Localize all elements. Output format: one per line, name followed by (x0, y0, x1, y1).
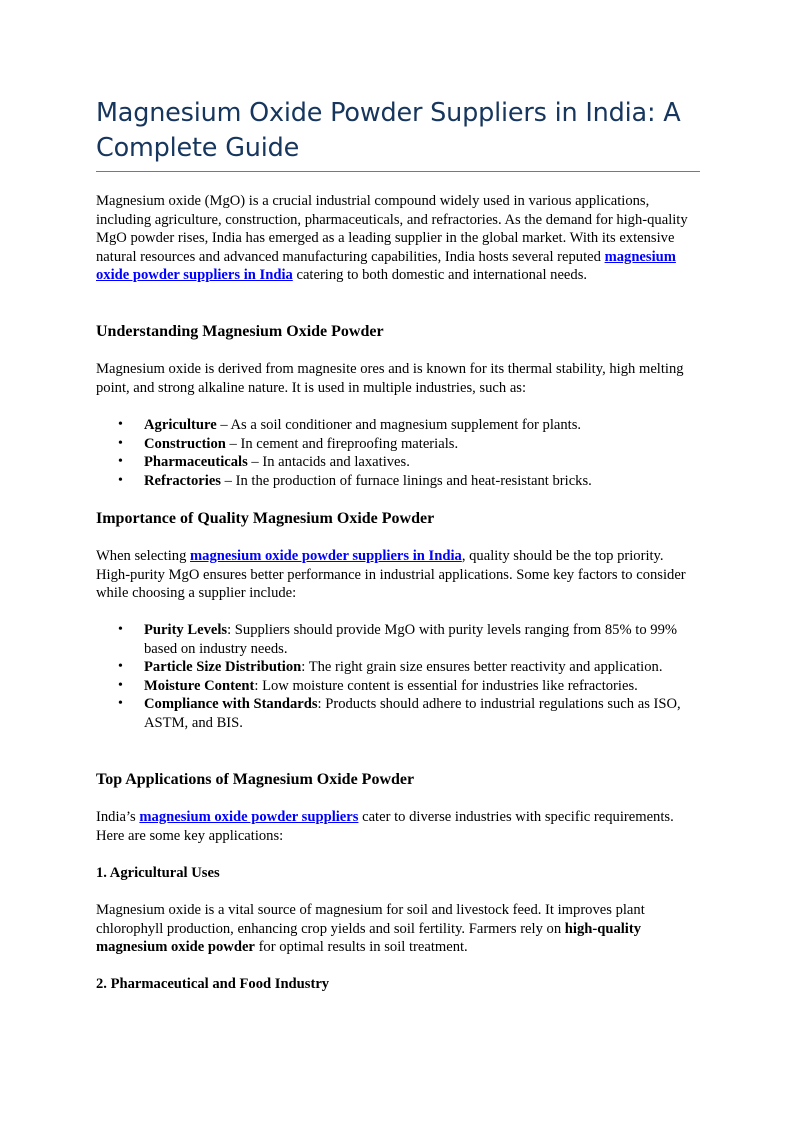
section3-heading: Top Applications of Magnesium Oxide Powder (96, 771, 415, 788)
subsection1-heading: 1. Agricultural Uses (96, 865, 220, 881)
section1-list (96, 416, 700, 490)
intro-paragraph (96, 192, 700, 285)
intro-text-after: catering to both domestic and international needs. (292, 267, 588, 283)
list-item: • Compliance with Standards: Products should adhere to industrial regulations such as ISO, ASTM, and BIS. (96, 695, 700, 732)
intro-suppliers-link[interactable]: magnesium oxide powder suppliers in India (96, 248, 676, 283)
section1-paragraph: Magnesium oxide is derived from magnesite ores and is known for its thermal stability, high melting point, and strong alkaline nature. It is used in multiple industries, such as: (96, 361, 684, 396)
section3-paragraph: India’s magnesium oxide powder suppliers cater to diverse industries with specific requirements. Here are some key applications: (96, 809, 674, 844)
section2-suppliers-link[interactable]: magnesium oxide powder suppliers in India (190, 548, 462, 564)
section1-heading: Understanding Magnesium Oxide Powder (96, 323, 384, 340)
list-item: • Pharmaceuticals – In antacids and laxatives. (96, 453, 700, 472)
page-title: Magnesium Oxide Powder Suppliers in India: A Complete Guide (96, 96, 700, 172)
list-item: • Construction – In cement and fireproofing materials. (96, 435, 700, 454)
section2-paragraph: When selecting magnesium oxide powder suppliers in India, quality should be the top priority. High-purity MgO ensures better performance in industrial applications. Some key factors to consider while choosing a supplier include: (96, 548, 686, 601)
list-item: • Purity Levels: Suppliers should provide MgO with purity levels ranging from 85% to 99% based on industry needs. (96, 621, 700, 658)
list-item: • Refractories – In the production of furnace linings and heat-resistant bricks. (96, 472, 700, 491)
section2-list (96, 621, 700, 732)
list-item: • Agriculture – As a soil conditioner and magnesium supplement for plants. (96, 416, 700, 435)
list-item: • Moisture Content: Low moisture content is essential for industries like refractories. (96, 677, 700, 696)
section2-heading: Importance of Quality Magnesium Oxide Powder (96, 510, 435, 527)
subsection2-heading: 2. Pharmaceutical and Food Industry (96, 976, 330, 992)
intro-text-before: Magnesium oxide (MgO) is a crucial industrial compound widely used in various applications, including agriculture, construction, pharmaceuticals, and refractories. As the demand for high-quality MgO powder rises, India has emerged as a leading supplier in the global market. With its extensive natural resources and advanced manufacturing capabilities, India hosts several reputed (96, 193, 688, 265)
section3-suppliers-link[interactable]: magnesium oxide powder suppliers (139, 809, 359, 825)
list-item: • Particle Size Distribution: The right grain size ensures better reactivity and application. (96, 658, 700, 677)
subsection1-paragraph: Magnesium oxide is a vital source of magnesium for soil and livestock feed. It improves plant chlorophyll production, enhancing crop yields and soil fertility. Farmers rely on high-quality magnesium oxide powder for optimal results in soil treatment. (96, 902, 645, 955)
